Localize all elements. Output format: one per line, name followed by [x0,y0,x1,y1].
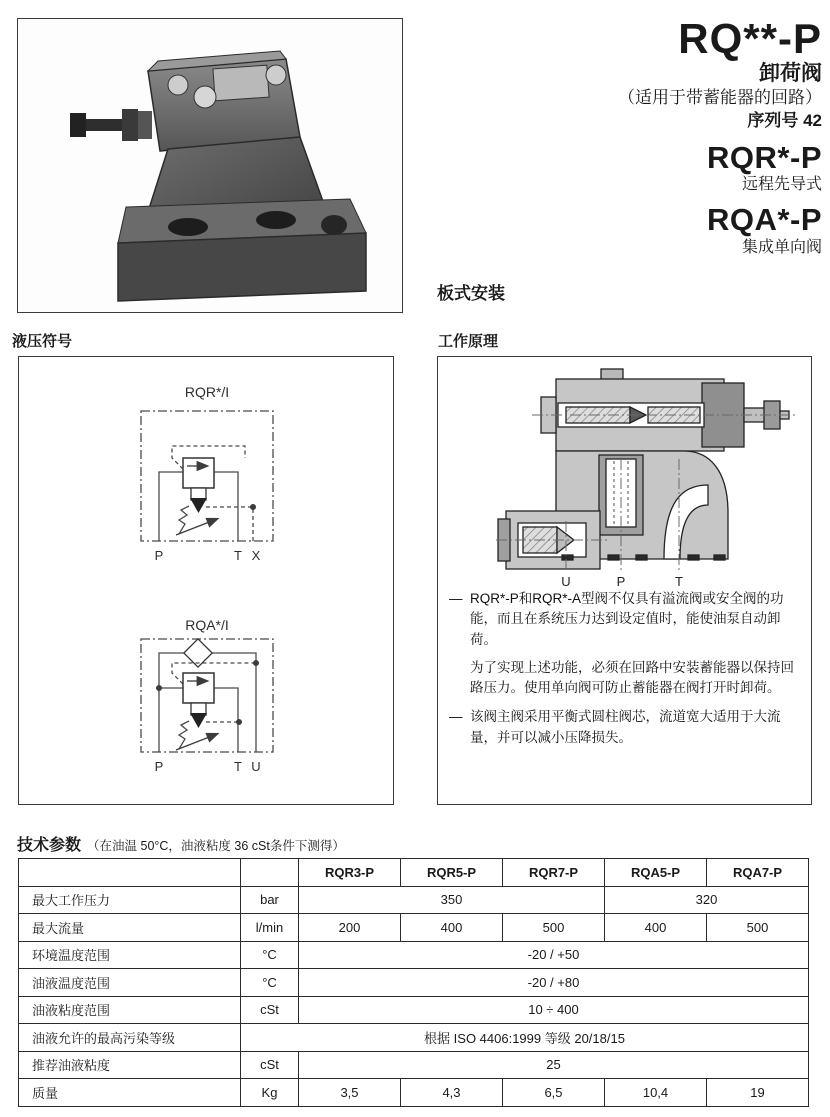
diagram2-t-line [214,688,238,752]
photo-base-block [118,233,366,301]
row-label: 最大工作压力 [19,886,241,914]
variant1-desc: 远程先导式 [741,176,822,194]
row-label: 推荐油液粘度 [19,1051,241,1079]
diagram2-u-dot [253,660,259,666]
cs-port-u: U [561,574,571,589]
cs-port-t: T [675,574,683,589]
photo-nut2 [138,111,152,139]
row-value: 350 [299,886,605,914]
photo-name-plate [213,65,269,101]
cs-seal-2 [608,555,619,560]
diagram1-label: RQR*/I [184,384,230,400]
photo-bolt-1 [168,75,188,95]
valve-photo-illustration [18,19,402,312]
row-value: 10,4 [605,1079,707,1107]
row-value: 10 ÷ 400 [299,996,809,1024]
photo-port-hole-2 [256,211,296,229]
row-label: 最大流量 [19,914,241,942]
model-note: （适用于带蓄能器的回路） [618,88,822,108]
diagram2-p-dot [156,685,162,691]
row-unit: cSt [241,1051,299,1079]
cs-port-p: P [616,574,626,589]
principle-bullet-1 [449,589,802,698]
principle-text [449,589,802,757]
variant2-desc: 集成单向阀 [741,238,822,256]
row-value: 500 [503,914,605,942]
specs-col-rqr7p: RQR7-P [503,859,605,887]
specs-row-max-pressure [19,886,809,914]
diagram1-port-t: T [234,548,242,563]
row-value: 25 [299,1051,809,1079]
photo-screw-head [70,113,86,137]
specs-col-rqr5p: RQR5-P [401,859,503,887]
row-value: 400 [401,914,503,942]
bullet1-paragraph-1: RQR*-P和RQR*-A型阀不仅具有溢流阀或安全阀的功能，而且在系统压力达到设定值时，能使油泵自动卸荷。 [470,591,784,647]
variant1-code: RQR*-P [707,139,822,175]
bullet2-paragraph-1: 该阀主阀采用平衡式圆柱阀芯，流道宽大适用于大流量，并可以减小压降损失。 [470,709,781,745]
diagram2-port-p: P [154,759,164,774]
row-value: 3,5 [299,1079,401,1107]
cs-seal-3 [636,555,647,560]
product-photo-frame [17,18,403,313]
symbols-panel [18,356,394,805]
principle-panel [437,356,812,805]
specs-row-recommended-viscosity [19,1051,809,1079]
row-value: -20 / +50 [299,941,809,969]
row-value: 200 [299,914,401,942]
row-unit: bar [241,886,299,914]
specs-col-rqa7p: RQA7-P [707,859,809,887]
specs-section-title [17,832,345,855]
diagram1-valve-body [183,458,214,488]
diagram2-label: RQA*/I [185,617,229,633]
row-label: 环境温度范围 [19,941,241,969]
row-label: 油液粘度范围 [19,996,241,1024]
photo-socket-hole [321,215,347,235]
valve-cross-section-drawing [496,363,800,589]
diagram1-port-p: P [154,548,164,563]
diagram2-spring [179,721,189,749]
row-value: 6,5 [503,1079,605,1107]
bullet-dash: — [449,591,463,606]
row-value: -20 / +80 [299,969,809,997]
diagram2-port-t: T [234,759,242,774]
principle-bullet-2 [449,707,802,748]
row-label: 质量 [19,1079,241,1107]
bullet1-paragraph-2: 为了实现上述功能，必须在回路中安装蓄能器以保持回路压力。使用单向阀可防止蓄能器在阀打开时卸荷。 [470,659,794,695]
hydraulic-symbols-drawing [19,357,393,804]
specs-row-mass [19,1079,809,1107]
specs-title-text: 技术参数 [17,837,82,854]
cs-seal-4 [688,555,699,560]
specs-header-unit-empty [241,859,299,887]
diagram1-spring [179,506,189,534]
row-unit: l/min [241,914,299,942]
diagram1-p-line [159,472,183,541]
diagram1-poppet [190,498,207,513]
diagram1-junction-dot [250,504,256,510]
diagram2-t-dot [236,719,242,725]
row-value: 320 [605,886,809,914]
bullet-dash: — [449,709,463,725]
row-unit: °C [241,941,299,969]
row-label: 油液温度范围 [19,969,241,997]
model-subtitle: 卸荷阀 [759,62,822,86]
model-code: RQ**-P [678,15,822,62]
row-label: 油液允许的最高污染等级 [19,1024,241,1052]
specs-header-empty [19,859,241,887]
cs-seal-1 [562,555,573,560]
row-unit: Kg [241,1079,299,1107]
photo-locknut [122,109,138,141]
row-unit: °C [241,969,299,997]
variant2-code: RQA*-P [707,202,822,238]
row-value: 根据 ISO 4406:1999 等级 20/18/15 [241,1024,809,1052]
diagram2-valve-body [183,673,214,703]
principle-section-title: 工作原理 [438,333,499,350]
cs-seal-5 [714,555,725,560]
specs-row-max-flow [19,914,809,942]
mounting-type: 板式安装 [437,284,505,303]
diagram2-port-u: U [251,759,261,774]
row-value: 4,3 [401,1079,503,1107]
specs-row-ambient-temp [19,941,809,969]
specs-title-note: （在油温 50°C，油液粘度 36 cSt条件下测得） [87,839,345,853]
specs-row-contamination [19,1024,809,1052]
row-value: 19 [707,1079,809,1107]
specs-row-fluid-temp [19,969,809,997]
title-block [420,16,822,256]
diagram1-x-pilot-line [206,507,253,541]
specs-table [18,858,809,1107]
row-value: 500 [707,914,809,942]
symbols-section-title: 液压符号 [12,333,73,350]
diagram2-poppet [190,713,207,728]
specs-header-row [19,859,809,887]
diagram1-port-x: X [251,548,261,563]
specs-col-rqa5p: RQA5-P [605,859,707,887]
specs-col-rqr3p: RQR3-P [299,859,401,887]
series-number: 序列号 42 [747,111,822,131]
specs-row-viscosity-range [19,996,809,1024]
photo-port-hole-1 [168,218,208,236]
row-value: 400 [605,914,707,942]
diagram2-u-line [209,653,256,752]
photo-bolt-3 [266,65,286,85]
photo-bolt-2 [194,86,216,108]
row-unit: cSt [241,996,299,1024]
